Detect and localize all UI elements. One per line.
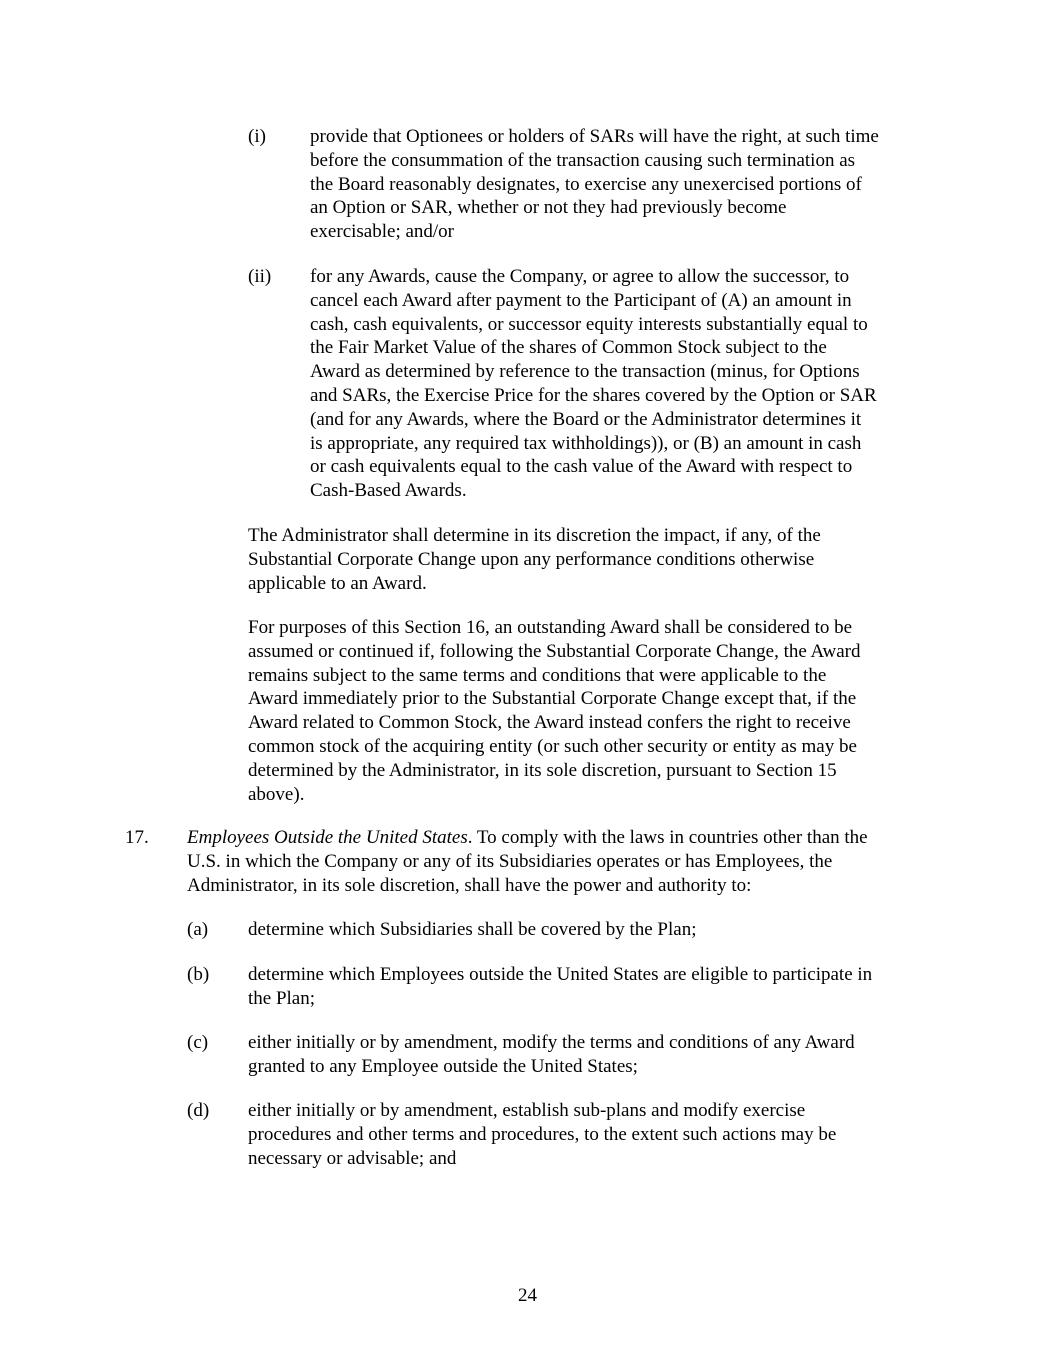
section-number: 17. bbox=[125, 827, 149, 848]
page-number: 24 bbox=[518, 1285, 537, 1306]
paragraph-performance-conditions: The Administrator shall determine in its discretion the impact, if any, of the Substantial Corporate Change upon any performance conditions otherwise applicable to an Award. bbox=[248, 525, 821, 594]
sub-item-text: provide that Optionees or holders of SARs will have the right, at such time before the consummation of the transaction causing such termination as the Board reasonably designates, to exercise any unexercised portions of an Option or SAR, whether or not they had previously become exercisable; and/or bbox=[310, 126, 879, 243]
section-title: Employees Outside the United States bbox=[187, 827, 468, 848]
section-heading-line bbox=[187, 826, 1007, 850]
sub-item-label: (i) bbox=[248, 126, 266, 147]
section-body-text: U.S. in which the Company or any of its Subsidiaries operates or has Employees, the Administrator, in its sole discretion, shall have the power and authority to: bbox=[187, 850, 833, 896]
item-label: (d) bbox=[187, 1100, 210, 1121]
sub-item-label: (ii) bbox=[248, 266, 272, 287]
item-text: determine which Subsidiaries shall be covered by the Plan; bbox=[248, 919, 697, 940]
item-text: either initially or by amendment, modify the terms and conditions of any Award granted to any Employee outside the United States; bbox=[248, 1032, 855, 1077]
item-label: (a) bbox=[187, 919, 209, 940]
sub-item-text: for any Awards, cause the Company, or agree to allow the successor, to cancel each Award after payment to the Participant of (A) an amount in cash, cash equivalents, or successor equity interests substantially equal to the Fair Market Value of the shares of Common Stock subject to the Award as determined by reference to the transaction (minus, for Options and SARs, the Exercise Price for the shares covered by the Option or SAR (and for any Awards, where the Board or the Administrator determines it is appropriate, any required tax withholdings)), or (B) an amount in cash or cash equivalents equal to the cash value of the Award with respect to Cash-Based Awards. bbox=[310, 266, 877, 502]
paragraph-assumed-or-continued: For purposes of this Section 16, an outstanding Award shall be considered to be assumed or continued if, following the Substantial Corporate Change, the Award remains subject to the same terms and conditions that were applicable to the Award immediately prior to the Substantial Corporate Change except that, if the Award related to Common Stock, the Award instead confers the right to receive common stock of the acquiring entity (or such other security or entity as may be determined by the Administrator, in its sole discretion, pursuant to Section 15 above). bbox=[248, 617, 861, 805]
section-lead-text: . To comply with the laws in countries other than the bbox=[467, 827, 868, 848]
item-label: (c) bbox=[187, 1032, 209, 1053]
item-text: determine which Employees outside the United States are eligible to participate in the Plan; bbox=[248, 964, 873, 1009]
item-label: (b) bbox=[187, 964, 210, 985]
item-text: either initially or by amendment, establish sub-plans and modify exercise procedures and other terms and procedures, to the extent such actions may be necessary or advisable; and bbox=[248, 1100, 837, 1169]
